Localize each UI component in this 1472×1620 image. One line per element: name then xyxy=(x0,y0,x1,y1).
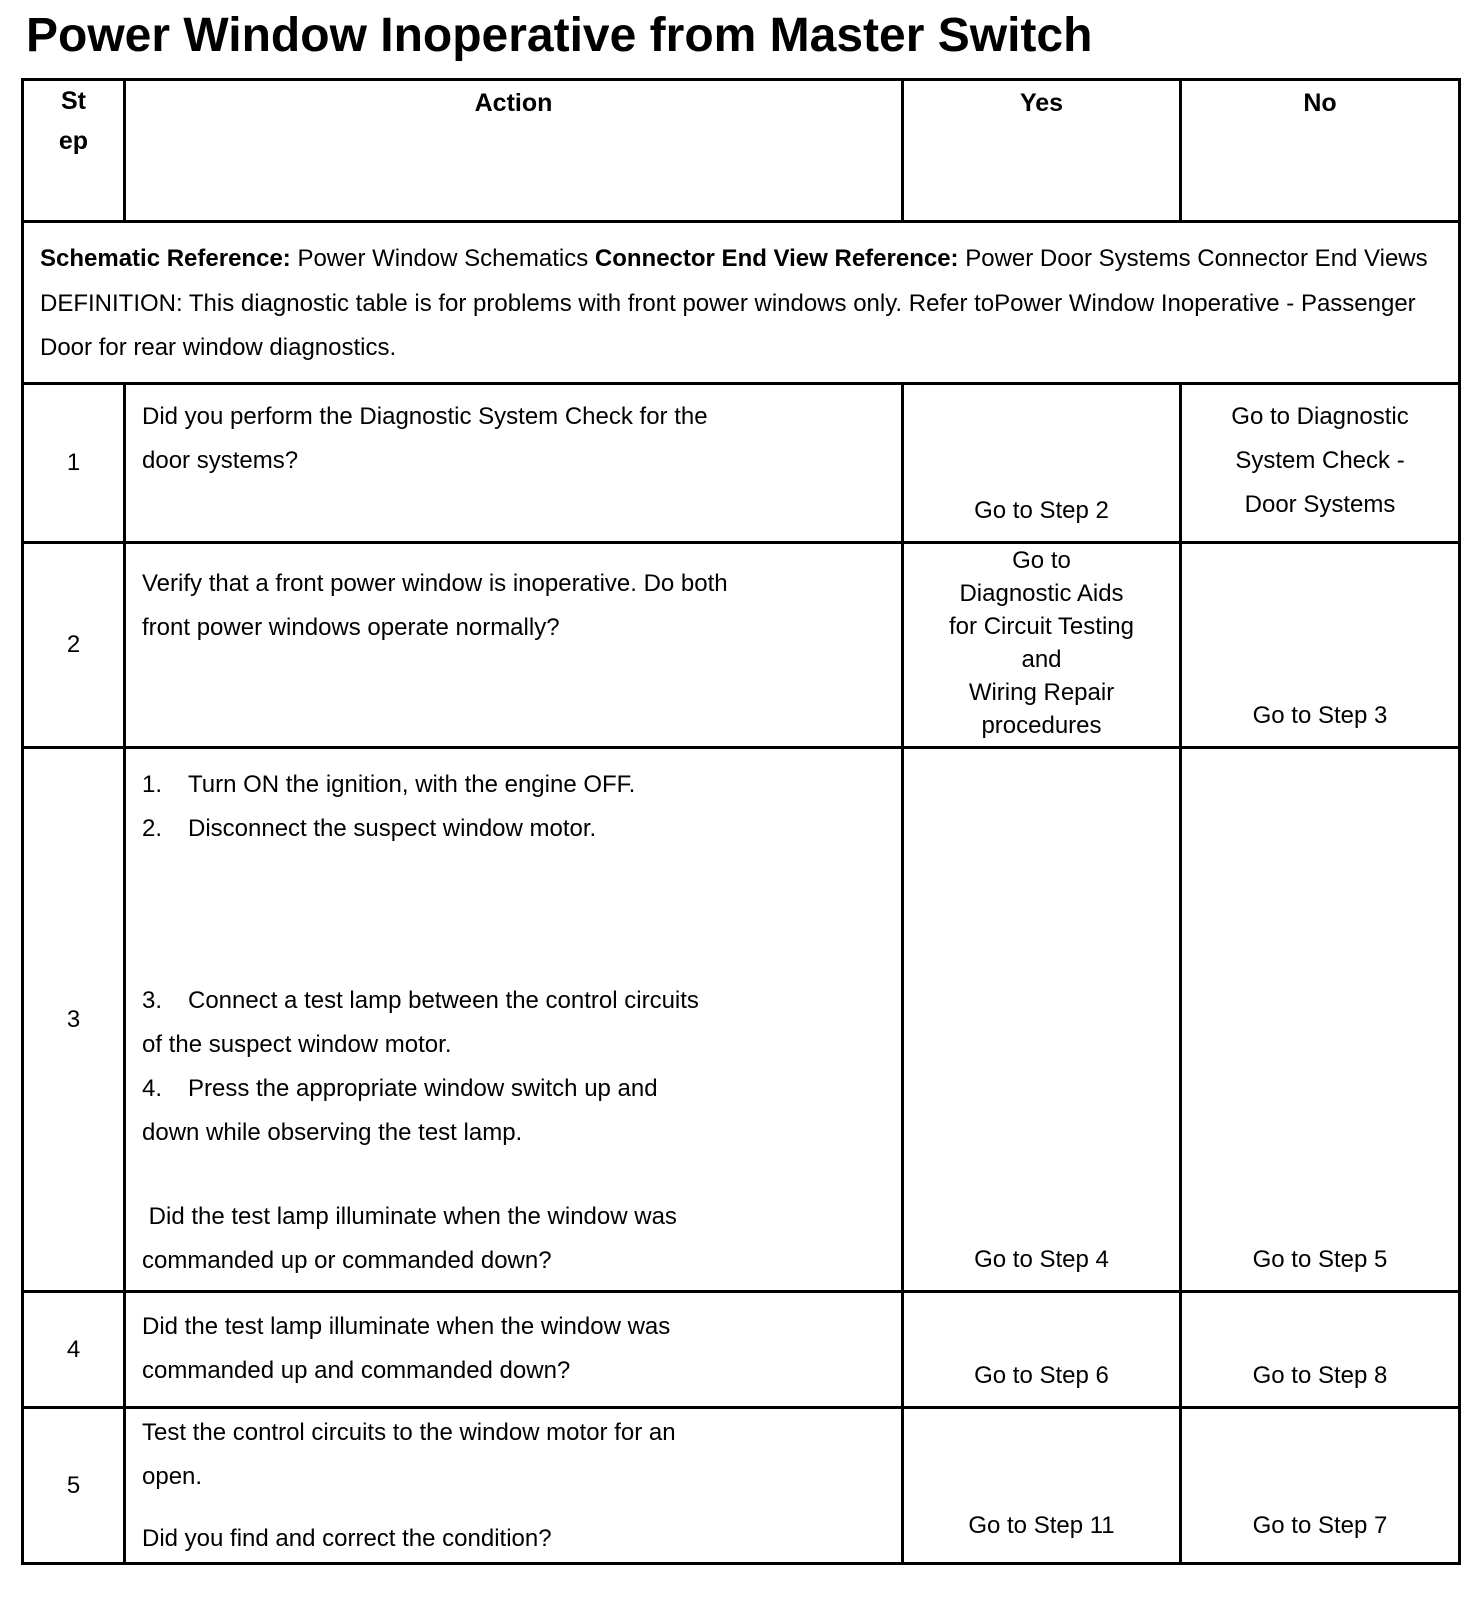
no-cell: Go to Step 8 xyxy=(1181,1292,1460,1408)
action-cell: Verify that a front power window is inoperative. Do both front power windows operate normally? xyxy=(125,543,903,748)
connector-reference-label: Connector End View Reference: xyxy=(594,245,959,272)
step-number: 3 xyxy=(23,748,125,1292)
list-item: 4. Press the appropriate window switch up and xyxy=(142,1075,658,1102)
action-cell: Did you perform the Diagnostic System Check for the door systems? xyxy=(125,384,903,543)
yes-cell: Go to Step 4 xyxy=(903,748,1181,1292)
schematic-reference-label: Schematic Reference: xyxy=(40,245,291,272)
table-row xyxy=(23,384,1460,543)
table-row xyxy=(23,543,1460,748)
reference-row xyxy=(23,222,1460,384)
yes-cell: Go to Diagnostic Aids for Circuit Testing and Wiring Repair procedures xyxy=(903,543,1181,748)
no-cell: Go to Step 7 xyxy=(1181,1408,1460,1564)
step-number: 2 xyxy=(23,543,125,748)
yes-cell: Go to Step 6 xyxy=(903,1292,1181,1408)
header-no: No xyxy=(1181,80,1460,222)
schematic-reference-value: Power Window Schematics xyxy=(290,245,595,272)
list-item: 2. Disconnect the suspect window motor. xyxy=(142,815,597,842)
connector-reference-value: Power Door Systems Connector End Views DEFINITION: This diagnostic table is for problems with front power windows only. Refer toPower Window Inoperative - Passenger Door for rear window diagnostics. xyxy=(40,245,1428,361)
header-yes: Yes xyxy=(903,80,1181,222)
action-cell: Test the control circuits to the window motor for an open. Did you find and correct the condition? xyxy=(125,1408,903,1564)
reference-cell xyxy=(23,222,1460,384)
no-cell: Go to Step 5 xyxy=(1181,748,1460,1292)
action-cell: Did the test lamp illuminate when the window was commanded up and commanded down? xyxy=(125,1292,903,1408)
no-cell: Go to Step 3 xyxy=(1181,543,1460,748)
header-step: St ep xyxy=(23,80,125,222)
step-number: 5 xyxy=(23,1408,125,1564)
diagnostic-table xyxy=(21,78,1461,1565)
table-row xyxy=(23,1408,1460,1564)
table-header-row xyxy=(23,80,1460,222)
table-row xyxy=(23,1292,1460,1408)
header-action: Action xyxy=(125,80,903,222)
no-cell: Go to Diagnostic System Check - Door Systems xyxy=(1181,384,1460,543)
list-item: 3. Connect a test lamp between the control circuits xyxy=(142,987,699,1014)
action-cell: 1. Turn ON the ignition, with the engine OFF. 2. Disconnect the suspect window motor. 3. Connect a test lamp between the control circuits of the suspect window motor. 4. Press the appropriate window switch up and down while observing the test lamp. Did the test lamp illuminate when the window was commanded up or commanded down? xyxy=(125,748,903,1292)
page-title: Power Window Inoperative from Master Switch xyxy=(26,9,1093,62)
list-item: 1. Turn ON the ignition, with the engine OFF. xyxy=(142,771,636,798)
table-row xyxy=(23,748,1460,1292)
step-number: 1 xyxy=(23,384,125,543)
yes-cell: Go to Step 11 xyxy=(903,1408,1181,1564)
step-number: 4 xyxy=(23,1292,125,1408)
yes-cell: Go to Step 2 xyxy=(903,384,1181,543)
